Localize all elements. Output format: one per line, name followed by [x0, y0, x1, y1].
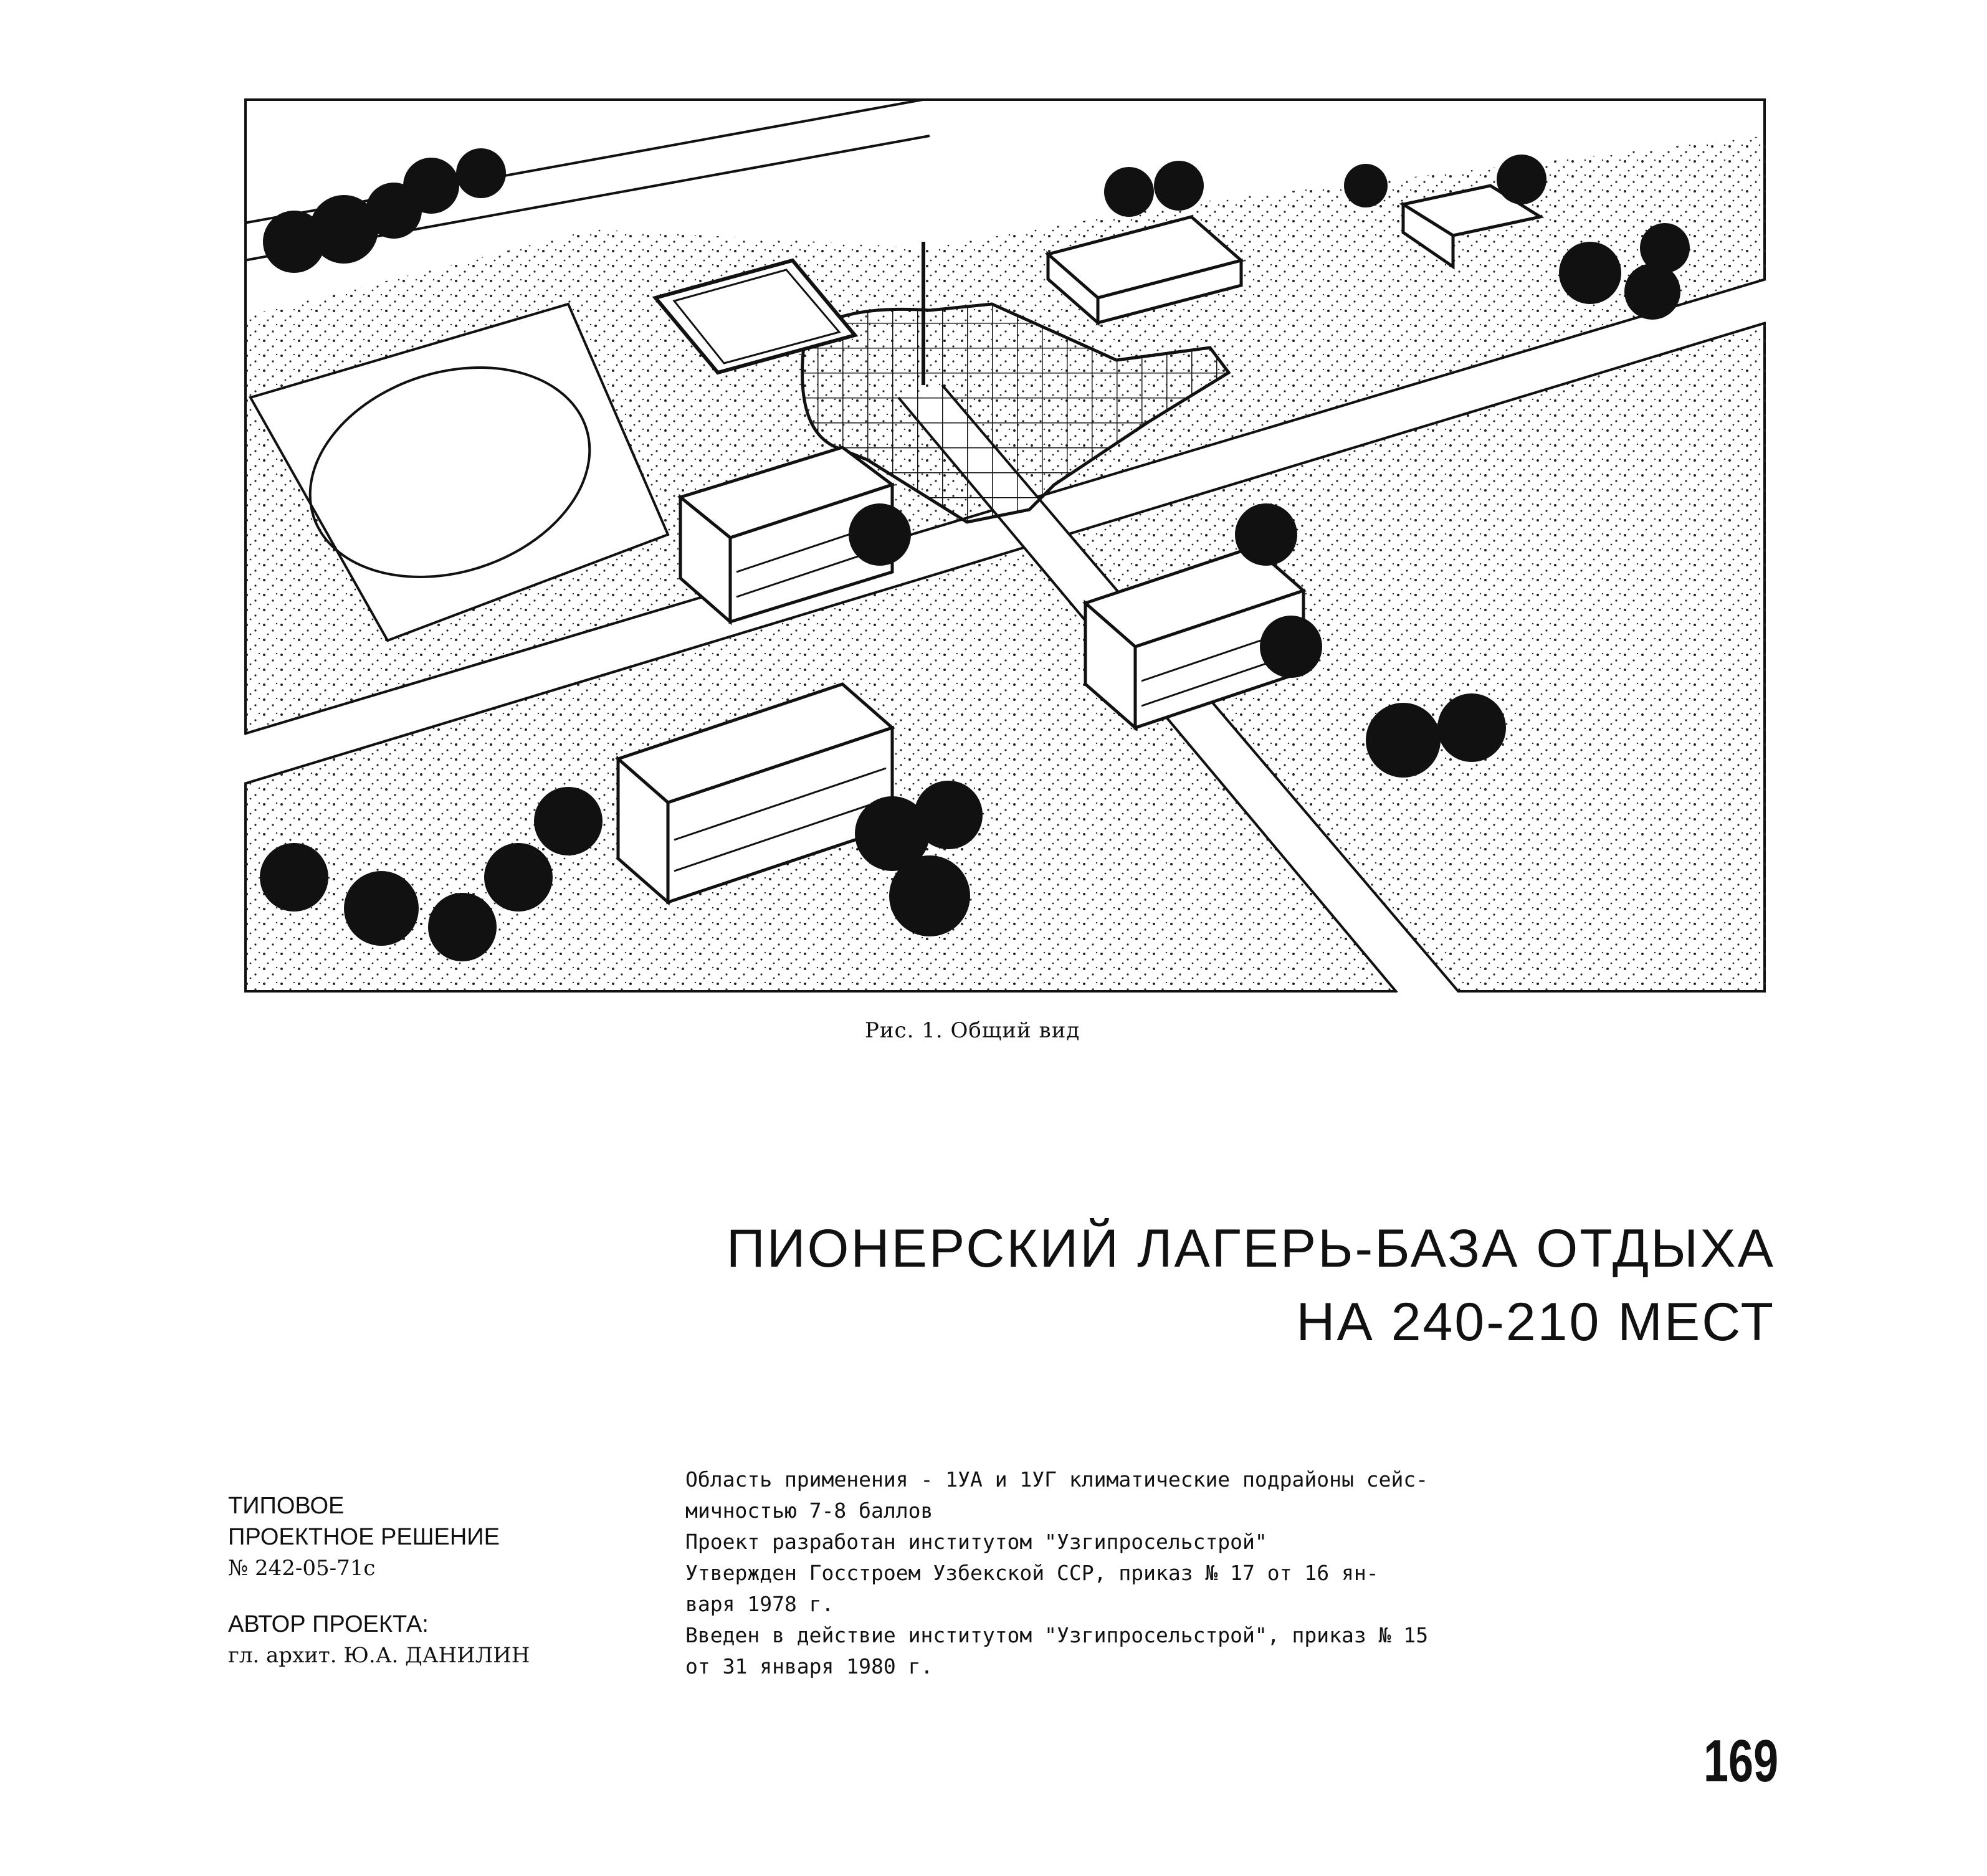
project-number: № 242-05-71с — [228, 1556, 376, 1581]
page-title — [727, 1212, 1775, 1359]
project-type-line-2: ПРОЕКТНОЕ РЕШЕНИЕ — [228, 1524, 500, 1550]
note-line: от 31 января 1980 г. — [685, 1654, 933, 1678]
note-line: Утвержден Госстроем Узбекской ССР, приказ № 17 от 16 ян- — [685, 1561, 1379, 1585]
page-number: 169 — [1703, 1728, 1779, 1794]
note-line: Проект разработан институтом "Узгипросельстрой" — [685, 1530, 1267, 1554]
project-info — [228, 1490, 530, 1671]
note-line: мичностью 7-8 баллов — [685, 1498, 933, 1523]
note-line: Область применения - 1УА и 1УГ климатические подрайоны сейс- — [685, 1467, 1429, 1492]
author-name: гл. архит. Ю.А. ДАНИЛИН — [228, 1643, 530, 1668]
title-line-1: ПИОНЕРСКИЙ ЛАГЕРЬ-БАЗА ОТДЫХА — [726, 1219, 1775, 1278]
note-line: Введен в действие институтом "Узгипросельстрой", приказ № 15 — [685, 1623, 1429, 1647]
title-line-2: НА 240-210 МЕСТ — [1296, 1292, 1775, 1352]
author-label: АВТОР ПРОЕКТА: — [228, 1611, 429, 1637]
project-type-line-1: ТИПОВОЕ — [228, 1493, 345, 1519]
project-notes — [685, 1464, 1576, 1682]
general-view-illustration — [244, 98, 1766, 993]
note-line: варя 1978 г. — [685, 1592, 834, 1616]
figure-caption: Рис. 1. Общий вид — [865, 1018, 1080, 1043]
